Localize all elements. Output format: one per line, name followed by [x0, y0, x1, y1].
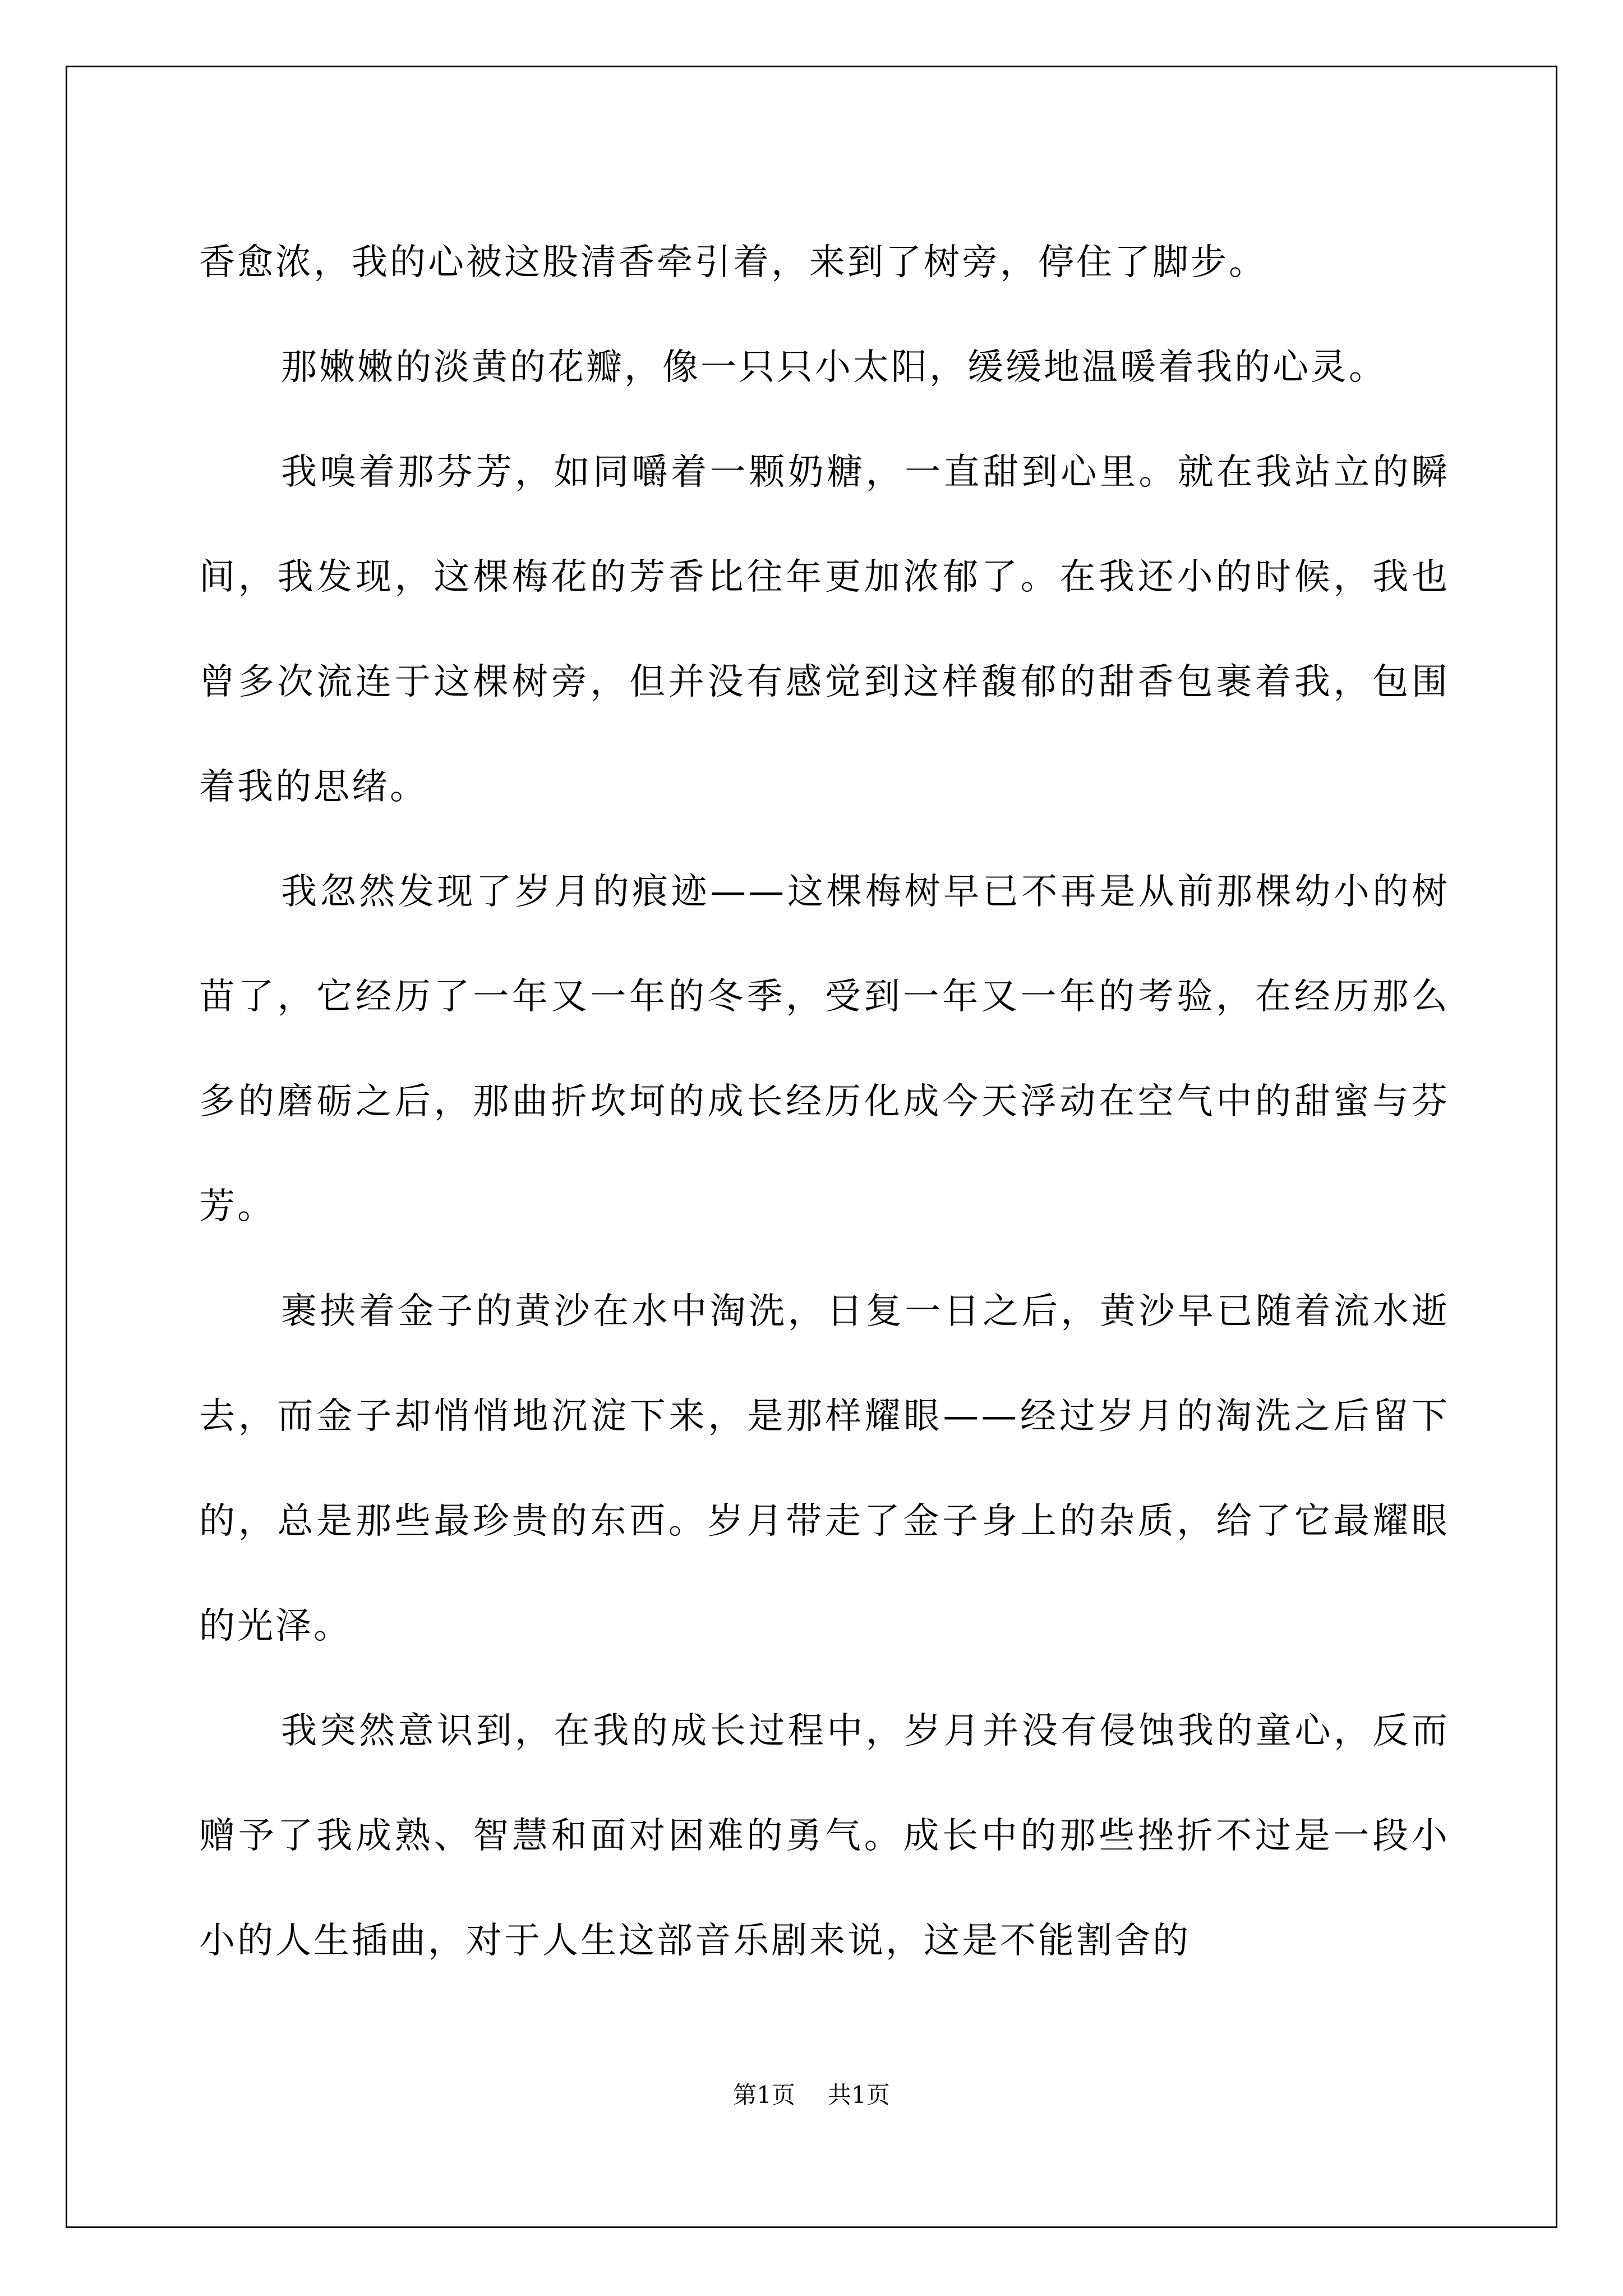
page-footer	[0, 2078, 1623, 2112]
paragraph: 我嗅着那芬芳，如同嚼着一颗奶糖，一直甜到心里。就在我站立的瞬间，我发现，这棵梅花的芳香比往年更加浓郁了。在我还小的时候，我也曾多次流连于这棵树旁，但并没有感觉到这样馥郁的甜香包裹着我，包围着我的思绪。	[199, 452, 1450, 808]
paragraph: 裹挟着金子的黄沙在水中淘洗，日复一日之后，黄沙早已随着流水逝去，而金子却悄悄地沉淀下来，是那样耀眼——经过岁月的淘洗之后留下的，总是那些最珍贵的东西。岁月带走了金子身上的杂质，给了它最耀眼的光泽。	[199, 1291, 1450, 1647]
paragraph: 那嫩嫩的淡黄的花瓣，像一只只小太阳，缓缓地温暖着我的心灵。	[281, 347, 1387, 388]
page-total: 共1页	[828, 2081, 890, 2109]
paragraph: 香愈浓，我的心被这股清香牵引着，来到了树旁，停住了脚步。	[199, 242, 1267, 283]
document-body	[199, 210, 1450, 1994]
page-number: 第1页	[733, 2081, 795, 2109]
paragraph: 我忽然发现了岁月的痕迹——这棵梅树早已不再是从前那棵幼小的树苗了，它经历了一年又一年的冬季，受到一年又一年的考验，在经历那么多的磨砺之后，那曲折坎坷的成长经历化成今天浮动在空气中的甜蜜与芬芳。	[199, 871, 1450, 1227]
paragraph: 我突然意识到，在我的成长过程中，岁月并没有侵蚀我的童心，反而赠予了我成熟、智慧和面对困难的勇气。成长中的那些挫折不过是一段小小的人生插曲，对于人生这部音乐剧来说，这是不能割舍的	[199, 1710, 1450, 1962]
